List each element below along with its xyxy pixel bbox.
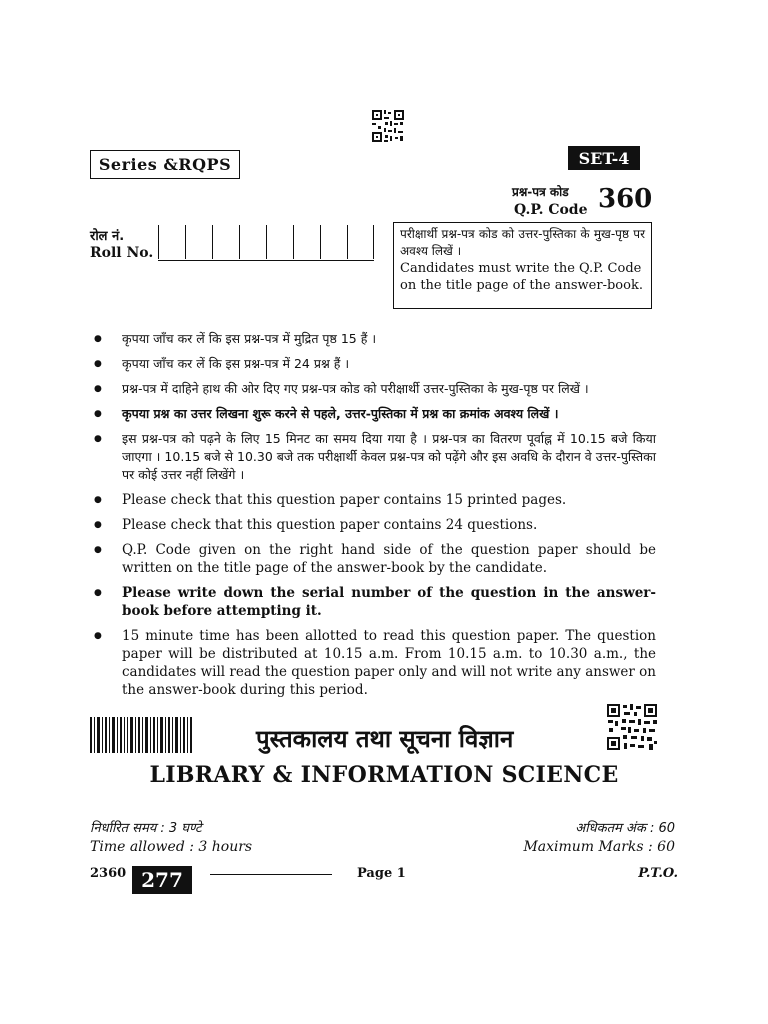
roll-digit-box[interactable] — [158, 225, 185, 259]
instruction-item: ● Please check that this question paper contains 15 printed pages. — [92, 491, 656, 509]
roll-digit-box[interactable] — [212, 225, 239, 259]
instructions-list — [92, 330, 656, 706]
qp-code-label: Q.P. Code — [514, 202, 588, 218]
qp-code-value: 360 — [598, 184, 653, 214]
instruction-item: ● इस प्रश्न-पत्र को पढ़ने के लिए 15 मिनट का समय दिया गया है । प्रश्न-पत्र का वितरण पूर्वाह्न में 10.15 बजे किया जाएगा । 10.15 बजे से 10.30 बजे तक परीक्षार्थी केवल प्रश्न-पत्र को पढ़ेंगे और इस अवधि के दौरान वे उत्तर-पुस्तिका पर कोई उत्तर नहीं लिखेंगे । — [92, 430, 656, 484]
instruction-item: ● कृपया जाँच कर लें कि इस प्रश्न-पत्र में मुद्रित पृष्ठ 15 हैं । — [92, 330, 656, 348]
roll-digit-box[interactable] — [239, 225, 266, 259]
qp-code-label-hindi: प्रश्न-पत्र कोड — [512, 185, 569, 199]
series-box — [90, 150, 240, 179]
roll-digit-box[interactable] — [347, 225, 374, 259]
time-allowed-hindi: निर्धारित समय : 3 घण्टे — [90, 821, 202, 836]
time-allowed: Time allowed : 3 hours — [90, 839, 253, 855]
roll-number-boxes[interactable] — [158, 225, 374, 261]
qp-code-notice-box — [393, 222, 652, 309]
paper-code: 2360 — [90, 866, 127, 881]
instruction-item: ● कृपया जाँच कर लें कि इस प्रश्न-पत्र में 24 प्रश्न हैं । — [92, 355, 656, 373]
footer-divider — [210, 874, 332, 875]
set-label: SET-4 — [578, 148, 630, 168]
roll-label: Roll No. — [90, 245, 154, 261]
roll-label-hindi: रोल नं. — [90, 229, 125, 244]
paper-code-badge-label: 277 — [141, 868, 183, 892]
subject-title: LIBRARY & INFORMATION SCIENCE — [149, 762, 619, 788]
right-qr-code-icon — [606, 703, 658, 751]
top-qr-code-icon — [371, 109, 405, 143]
page-number: Page 1 — [357, 866, 406, 881]
paper-code-badge — [132, 866, 192, 894]
pto-label: P.T.O. — [638, 866, 678, 881]
instruction-item: ● कृपया प्रश्न का उत्तर लिखना शुरू करने से पहले, उत्तर-पुस्तिका में प्रश्न का क्रमांक अवश्य लिखें । — [92, 405, 656, 423]
subject-title-hindi: पुस्तकालय तथा सूचना विज्ञान — [256, 725, 514, 753]
instruction-item: ● Please check that this question paper contains 24 questions. — [92, 516, 656, 534]
instruction-item: ● 15 minute time has been allotted to read this question paper. The question paper will be distributed at 10.15 a.m. From 10.15 a.m. to 10.30 a.m., the candidates will read the question paper only and will not write any answer on the answer-book during this period. — [92, 627, 656, 699]
maximum-marks-hindi: अधिकतम अंक : 60 — [575, 821, 675, 836]
maximum-marks: Maximum Marks : 60 — [523, 839, 675, 855]
notice-hindi: परीक्षार्थी प्रश्न-पत्र कोड को उत्तर-पुस्तिका के मुख-पृष्ठ पर अवश्य लिखें । — [400, 227, 645, 258]
instruction-item: ● प्रश्न-पत्र में दाहिने हाथ की ओर दिए गए प्रश्न-पत्र कोड को परीक्षार्थी उत्तर-पुस्तिका के मुख-पृष्ठ पर लिखें । — [92, 380, 656, 398]
roll-digit-box[interactable] — [266, 225, 293, 259]
series-label: Series &RQPS — [98, 155, 232, 174]
roll-digit-box[interactable] — [293, 225, 320, 259]
instruction-item: ● Q.P. Code given on the right hand side of the question paper should be written on the title page of the answer-book by the candidate. — [92, 541, 656, 577]
instruction-item: ● Please write down the serial number of the question in the answer-book before attempting it. — [92, 584, 656, 620]
barcode-icon — [90, 717, 192, 753]
roll-digit-box[interactable] — [320, 225, 347, 259]
set-badge — [568, 146, 640, 170]
notice-english: Candidates must write the Q.P. Code on the title page of the answer-book. — [400, 261, 643, 293]
roll-digit-box[interactable] — [185, 225, 212, 259]
